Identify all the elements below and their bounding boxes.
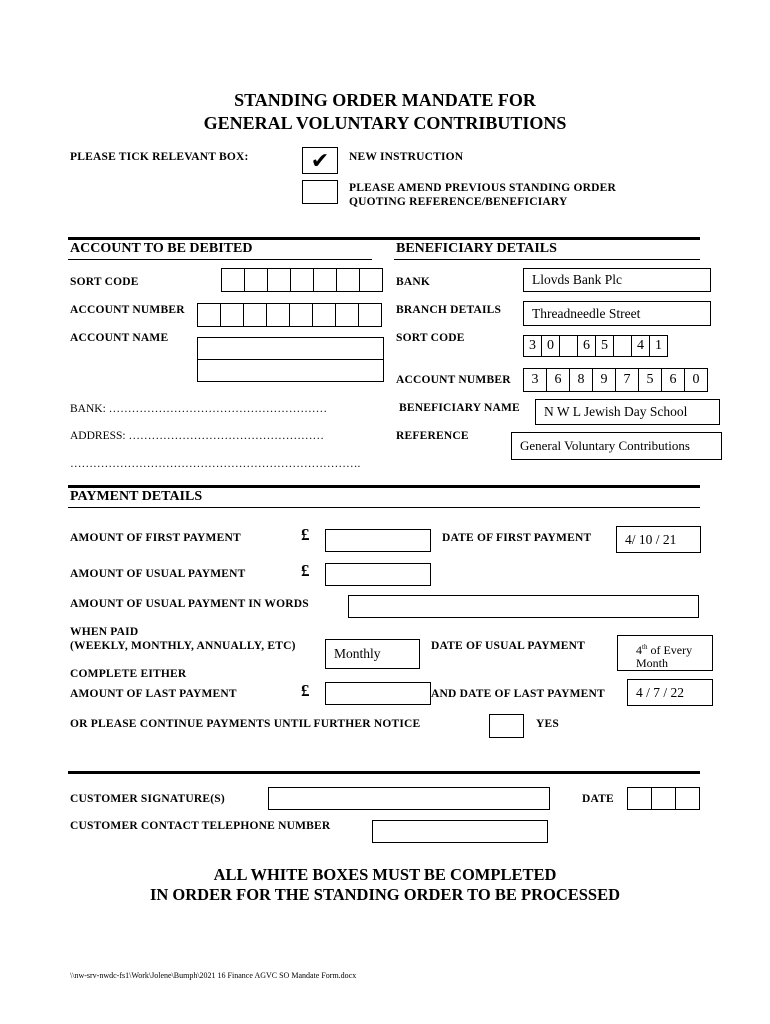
beneficiary-sort-code-field[interactable] — [523, 335, 668, 357]
first-date-input[interactable]: 4/ 10 / 21 — [616, 526, 701, 553]
form-title-line1: STANDING ORDER MANDATE FOR — [234, 90, 536, 110]
amend-order-checkbox[interactable] — [302, 180, 338, 204]
usual-amount-words-label: AMOUNT OF USUAL PAYMENT IN WORDS — [70, 598, 309, 610]
last-date-input[interactable]: 4 / 7 / 22 — [627, 679, 713, 706]
signature-section-divider — [68, 771, 700, 774]
last-amount-input[interactable] — [325, 682, 431, 705]
amend-order-label-line1: PLEASE AMEND PREVIOUS STANDING ORDER — [349, 182, 617, 194]
complete-either-label: COMPLETE EITHER — [70, 668, 187, 680]
beneficiary-sort-code-label: SORT CODE — [396, 332, 465, 344]
digit-cell: 9 — [592, 368, 616, 392]
beneficiary-section-heading: BENEFICIARY DETAILS — [396, 241, 557, 256]
amend-order-label-line2: QUOTING REFERENCE/BENEFICIARY — [349, 196, 568, 208]
usual-date-day: 4 — [636, 643, 642, 657]
until-notice-label: OR PLEASE CONTINUE PAYMENTS UNTIL FURTHER NOTICE — [70, 718, 421, 730]
digit-cell[interactable] — [313, 268, 337, 292]
digit-cell[interactable] — [290, 268, 314, 292]
digit-cell: 6 — [661, 368, 685, 392]
digit-cell — [559, 335, 578, 357]
digit-cell: 8 — [569, 368, 593, 392]
digit-cell: 5 — [638, 368, 662, 392]
new-instruction-checkbox[interactable] — [302, 147, 338, 174]
signature-date-field[interactable] — [627, 787, 700, 810]
usual-amount-input[interactable] — [325, 563, 431, 586]
digit-cell[interactable] — [244, 268, 268, 292]
usual-date-suffix: th — [642, 643, 648, 651]
debit-sort-code-field[interactable] — [221, 268, 383, 292]
beneficiary-name-input[interactable]: N W L Jewish Day School — [535, 399, 720, 425]
payment-heading-underline — [68, 507, 700, 508]
beneficiary-branch-label: BRANCH DETAILS — [396, 304, 502, 316]
when-paid-input[interactable]: Monthly — [325, 639, 420, 669]
section-divider — [68, 237, 700, 240]
debit-sort-code-label: SORT CODE — [70, 276, 139, 288]
usual-date-line2: Month — [636, 656, 669, 670]
debit-section-heading: ACCOUNT TO BE DEBITED — [70, 241, 253, 256]
digit-cell[interactable] — [358, 303, 382, 327]
reference-input[interactable]: General Voluntary Contributions — [511, 432, 722, 460]
form-title-line2: GENERAL VOLUNTARY CONTRIBUTIONS — [203, 113, 567, 133]
date-cell[interactable] — [627, 787, 652, 810]
when-paid-label-line2: (WEEKLY, MONTHLY, ANNUALLY, ETC) — [70, 640, 296, 652]
debit-address-line1[interactable]: ADDRESS: …………………………………………… — [70, 430, 324, 442]
beneficiary-branch-input[interactable]: Threadneedle Street — [523, 301, 711, 326]
digit-cell — [613, 335, 632, 357]
first-amount-input[interactable] — [325, 529, 431, 552]
digit-cell: 1 — [649, 335, 668, 357]
payment-section-divider — [68, 485, 700, 488]
digit-cell: 3 — [523, 368, 547, 392]
digit-cell: 3 — [523, 335, 542, 357]
usual-date-label: DATE OF USUAL PAYMENT — [431, 640, 586, 652]
beneficiary-account-number-label: ACCOUNT NUMBER — [396, 374, 511, 386]
first-amount-label: AMOUNT OF FIRST PAYMENT — [70, 532, 241, 544]
beneficiary-bank-label: BANK — [396, 276, 431, 288]
digit-cell: 0 — [541, 335, 560, 357]
digit-cell: 6 — [577, 335, 596, 357]
debit-account-number-label: ACCOUNT NUMBER — [70, 304, 185, 316]
digit-cell: 7 — [615, 368, 639, 392]
beneficiary-account-number-field[interactable] — [523, 368, 708, 392]
date-cell[interactable] — [675, 787, 700, 810]
beneficiary-heading-underline — [394, 259, 700, 260]
beneficiary-name-label: BENEFICIARY NAME — [399, 402, 520, 414]
usual-amount-words-input[interactable] — [348, 595, 699, 618]
digit-cell[interactable] — [266, 303, 290, 327]
beneficiary-bank-input[interactable]: Llovds Bank Plc — [523, 268, 711, 292]
digit-cell[interactable] — [312, 303, 336, 327]
tick-instruction-label: PLEASE TICK RELEVANT BOX: — [70, 151, 249, 163]
debit-heading-underline — [68, 259, 372, 260]
usual-date-input[interactable] — [617, 635, 713, 671]
digit-cell: 5 — [595, 335, 614, 357]
digit-cell[interactable] — [336, 268, 360, 292]
signature-label: CUSTOMER SIGNATURE(S) — [70, 793, 225, 805]
until-notice-checkbox[interactable] — [489, 714, 524, 738]
notice-line2: IN ORDER FOR THE STANDING ORDER TO BE PROCESSED — [149, 885, 621, 904]
digit-cell: 0 — [684, 368, 708, 392]
debit-account-name-input-line2[interactable] — [197, 359, 384, 382]
digit-cell[interactable] — [243, 303, 267, 327]
phone-input[interactable] — [372, 820, 548, 843]
digit-cell[interactable] — [220, 303, 244, 327]
debit-bank-line[interactable]: BANK: ………………………………………………… — [70, 403, 328, 415]
pound-icon: £ — [301, 561, 310, 580]
digit-cell[interactable] — [359, 268, 383, 292]
signature-input[interactable] — [268, 787, 550, 810]
digit-cell[interactable] — [267, 268, 291, 292]
reference-label: REFERENCE — [396, 430, 469, 442]
notice-line1: ALL WHITE BOXES MUST BE COMPLETED — [213, 865, 557, 884]
last-amount-label: AMOUNT OF LAST PAYMENT — [70, 688, 237, 700]
debit-address-line2[interactable]: …………………………………………………………………. — [70, 458, 361, 470]
digit-cell[interactable] — [335, 303, 359, 327]
phone-label: CUSTOMER CONTACT TELEPHONE NUMBER — [70, 820, 331, 832]
yes-label: YES — [536, 718, 559, 730]
date-cell[interactable] — [651, 787, 676, 810]
digit-cell: 4 — [631, 335, 650, 357]
digit-cell[interactable] — [221, 268, 245, 292]
checkmark-icon: ✔ — [310, 147, 330, 173]
last-date-label: AND DATE OF LAST PAYMENT — [431, 688, 605, 700]
when-paid-label-line1: WHEN PAID — [70, 626, 139, 638]
document-path-footer: \\nw-srv-nwdc-fs1\Work\Jolene\Bumph\2021 16 Finance AGVC SO Mandate Form.docx — [70, 971, 357, 980]
first-date-label: DATE OF FIRST PAYMENT — [442, 532, 592, 544]
pound-icon: £ — [301, 525, 310, 544]
payment-section-heading: PAYMENT DETAILS — [70, 489, 203, 504]
pound-icon: £ — [301, 681, 310, 700]
digit-cell[interactable] — [197, 303, 221, 327]
debit-account-name-label: ACCOUNT NAME — [70, 332, 169, 344]
usual-date-rest: of Every — [647, 643, 693, 657]
digit-cell: 6 — [546, 368, 570, 392]
debit-account-name-input-line1[interactable] — [197, 337, 384, 360]
signature-date-label: DATE — [582, 793, 614, 805]
digit-cell[interactable] — [289, 303, 313, 327]
new-instruction-label: NEW INSTRUCTION — [349, 151, 464, 163]
usual-amount-label: AMOUNT OF USUAL PAYMENT — [70, 568, 246, 580]
debit-account-number-field[interactable] — [197, 303, 382, 327]
